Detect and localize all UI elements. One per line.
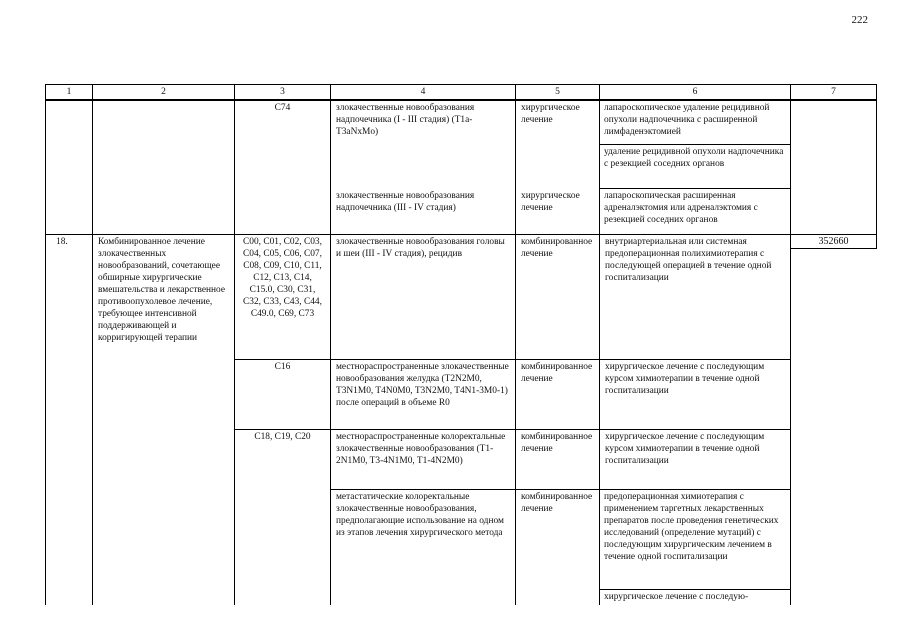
treatment-method: лапароскопическая расширенная адреналэктомия или адреналэктомия с резекцией соседних органов	[604, 191, 758, 225]
column-header: 6	[600, 85, 791, 99]
price-cell	[791, 101, 877, 234]
treatment-type: комбинированное лечение	[516, 430, 600, 489]
row-groups	[235, 235, 791, 605]
table-header-row	[46, 85, 877, 101]
patient-model: местнораспространенные злокачественные новообразования желудка (T2N2M0, T3N1M0, T4N0M0, T3N2M0, T4N1-3M0-1) после операций в объеме R0	[331, 360, 516, 429]
page-number: 222	[851, 14, 868, 26]
code-group-entries	[331, 430, 791, 605]
treatment-type-cell	[516, 101, 600, 234]
patient-model: злокачественные новообразования головы и шеи (III - IV стадия), рецидив	[331, 235, 516, 359]
treatment-method: внутриартериальная или системная предоперационная полихимиотерапия с последующей операцией в течение одной госпитализации	[600, 235, 791, 359]
column-header: 4	[331, 85, 516, 99]
entry-row	[331, 430, 791, 490]
patient-model: местнораспространенные колоректальные злокачественные новообразования (T1-2N1M0, T3-4N1M0, T1-4N2M0)	[331, 430, 516, 489]
code-group	[235, 360, 791, 430]
treatment-type: комбинированное лечение	[516, 235, 600, 359]
treatment-method: лапароскопическое удаление рецидивной опухоли надпочечника с расширенной лимфаденэктомией	[600, 101, 790, 145]
treatment-type: комбинированное лечение	[516, 360, 600, 429]
treatment-type: хирургическое лечение	[521, 191, 580, 213]
treatment-type: комбинированное лечение	[516, 490, 600, 605]
code-group	[235, 430, 791, 605]
price-value: 352660	[791, 235, 877, 249]
column-header: 3	[235, 85, 331, 99]
column-header: 7	[791, 85, 877, 99]
row-number-cell	[46, 101, 93, 234]
treatment-type: хирургическое лечение	[521, 103, 580, 125]
diagnosis-codes: C74	[235, 101, 331, 234]
entry-row	[331, 490, 791, 605]
row-number: 18.	[46, 235, 93, 605]
treatment-method: хирургическое лечение с последую-	[604, 592, 749, 602]
row-name-cell	[93, 101, 235, 234]
diagnosis-codes: C18, C19, C20	[235, 430, 331, 605]
column-header: 2	[93, 85, 235, 99]
column-header: 5	[516, 85, 600, 99]
treatment-method: хирургическое лечение с последующим курсом химиотерапии в течение одной госпитализации	[600, 360, 791, 429]
treatment-method: удаление рецидивной опухоли надпочечника с резекцией соседних органов	[600, 145, 790, 189]
patient-model: злокачественные новообразования надпочечника (I - III стадия) (T1a-T3aNxMo)	[336, 103, 475, 137]
model-cell	[331, 101, 516, 234]
patient-model: злокачественные новообразования надпочечника (III - IV стадия)	[336, 191, 475, 213]
treatment-method: предоперационная химиотерапия с применением таргетных лекарственных препаратов после проведения генетических исследований (определение мутаций) с последующим хирургическим лечением в течение одной госпитализации	[600, 490, 790, 590]
diagnosis-codes: C00, C01, C02, C03, C04, C05, C06, C07, C08, C09, C10, C11, C12, C13, C14, C15.0, C30, C31, C32, C33, C43, C44, C49.0, C69, C73	[235, 235, 331, 359]
treatment-method: хирургическое лечение с последующим курсом химиотерапии в течение одной госпитализации	[600, 430, 791, 489]
code-group	[235, 235, 791, 360]
treatment-table	[45, 84, 877, 605]
method-cell	[600, 490, 791, 605]
method-cell	[600, 101, 791, 234]
table-row	[46, 101, 877, 235]
diagnosis-codes: C16	[235, 360, 331, 429]
treatment-name: Комбинированное лечение злокачественных новообразований, сочетающее обширные хирургические вмешательства и лекарственное противоопухолевое лечение, требующее интенсивной поддерживающей и корригирующей терапии	[93, 235, 235, 605]
patient-model: метастатические колоректальные злокачественные новообразования, предполагающие использование на одном из этапов лечения хирургического метода	[331, 490, 516, 605]
column-header: 1	[46, 85, 93, 99]
table-row	[46, 235, 877, 605]
